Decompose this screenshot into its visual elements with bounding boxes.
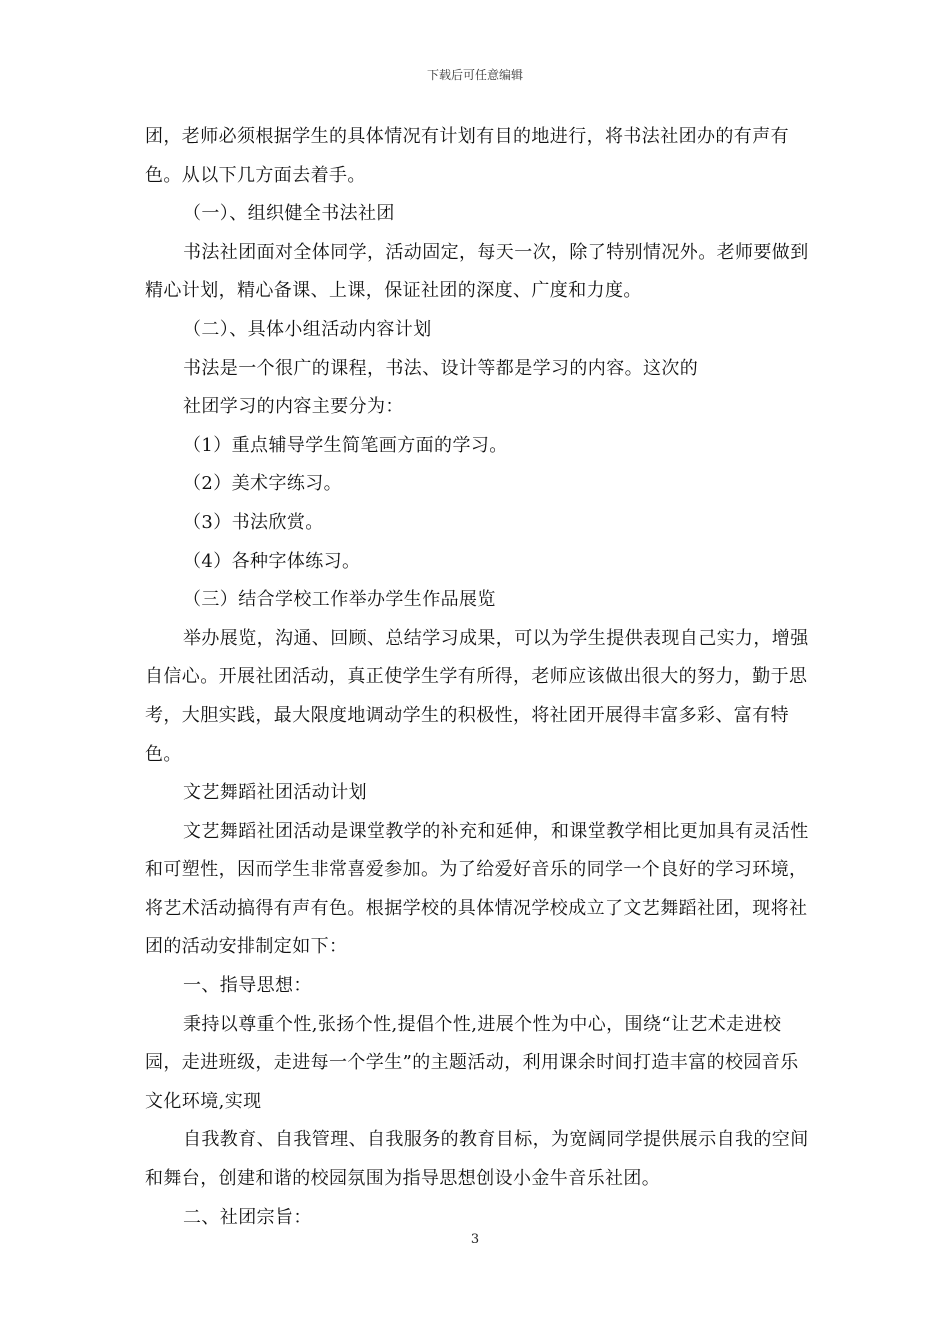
list-item: （3）书法欣赏。 [183,511,324,533]
paragraph: 社团学习的内容主要分为： [183,396,404,418]
section-heading: 一、指导思想： [183,975,312,997]
list-item: （1）重点辅导学生简笔画方面的学习。 [183,434,508,456]
list-item: （4）各种字体练习。 [183,550,361,572]
paragraph: 秉持以尊重个性,张扬个性,提倡个性,进展个性为中心，围绕“让艺术走进校园，走进班级，走进每一个学生”的主题活动，利用课余时间打造丰富的校园音乐文化环境,实现 [145,1013,799,1112]
paragraph: 团，老师必须根据学生的具体情况有计划有目的地进行，将书法社团办的有声有色。从以下几方面去着手。 [145,126,789,186]
paragraph: 书法社团面对全体同学，活动固定，每天一次，除了特别情况外。老师要做到精心计划，精心备课、上课，保证社团的深度、广度和力度。 [145,241,809,302]
section-heading: （二）、具体小组活动内容计划 [183,318,432,340]
page-header: 下载后可任意编辑 [426,68,523,82]
paragraph: 举办展览，沟通、回顾、总结学习成果，可以为学生提供表现自己实力，增强自信心。开展社团活动，真正使学生学有所得，老师应该做出很大的努力，勤于思考，大胆实践，最大限度地调动学生的积极性，将社团开展得丰富多彩、富有特色。 [145,627,809,765]
paragraph: 书法是一个很广的课程，书法、设计等都是学习的内容。这次的 [183,357,699,379]
list-item: （2）美术字练习。 [183,473,343,495]
page-number: 3 [470,1232,480,1247]
paragraph: 自我教育、自我管理、自我服务的教育目标，为宽阔同学提供展示自我的空间和舞台，创建和谐的校园氛围为指导思想创设小金牛音乐社团。 [145,1129,809,1190]
document-title: 文艺舞蹈社团活动计划 [183,782,367,804]
section-heading: 二、社团宗旨： [183,1206,312,1228]
paragraph: 文艺舞蹈社团活动是课堂教学的补充和延伸，和课堂教学相比更加具有灵活性和可塑性，因而学生非常喜爱参加。为了给爱好音乐的同学一个良好的学习环境，将艺术活动搞得有声有色。根据学校的具体情况学校成立了文艺舞蹈社团，现将社团的活动安排制定如下： [145,820,809,958]
section-heading: （三）结合学校工作举办学生作品展览 [183,589,496,611]
document-body [145,118,815,1237]
section-heading: （一）、组织健全书法社团 [183,203,395,225]
